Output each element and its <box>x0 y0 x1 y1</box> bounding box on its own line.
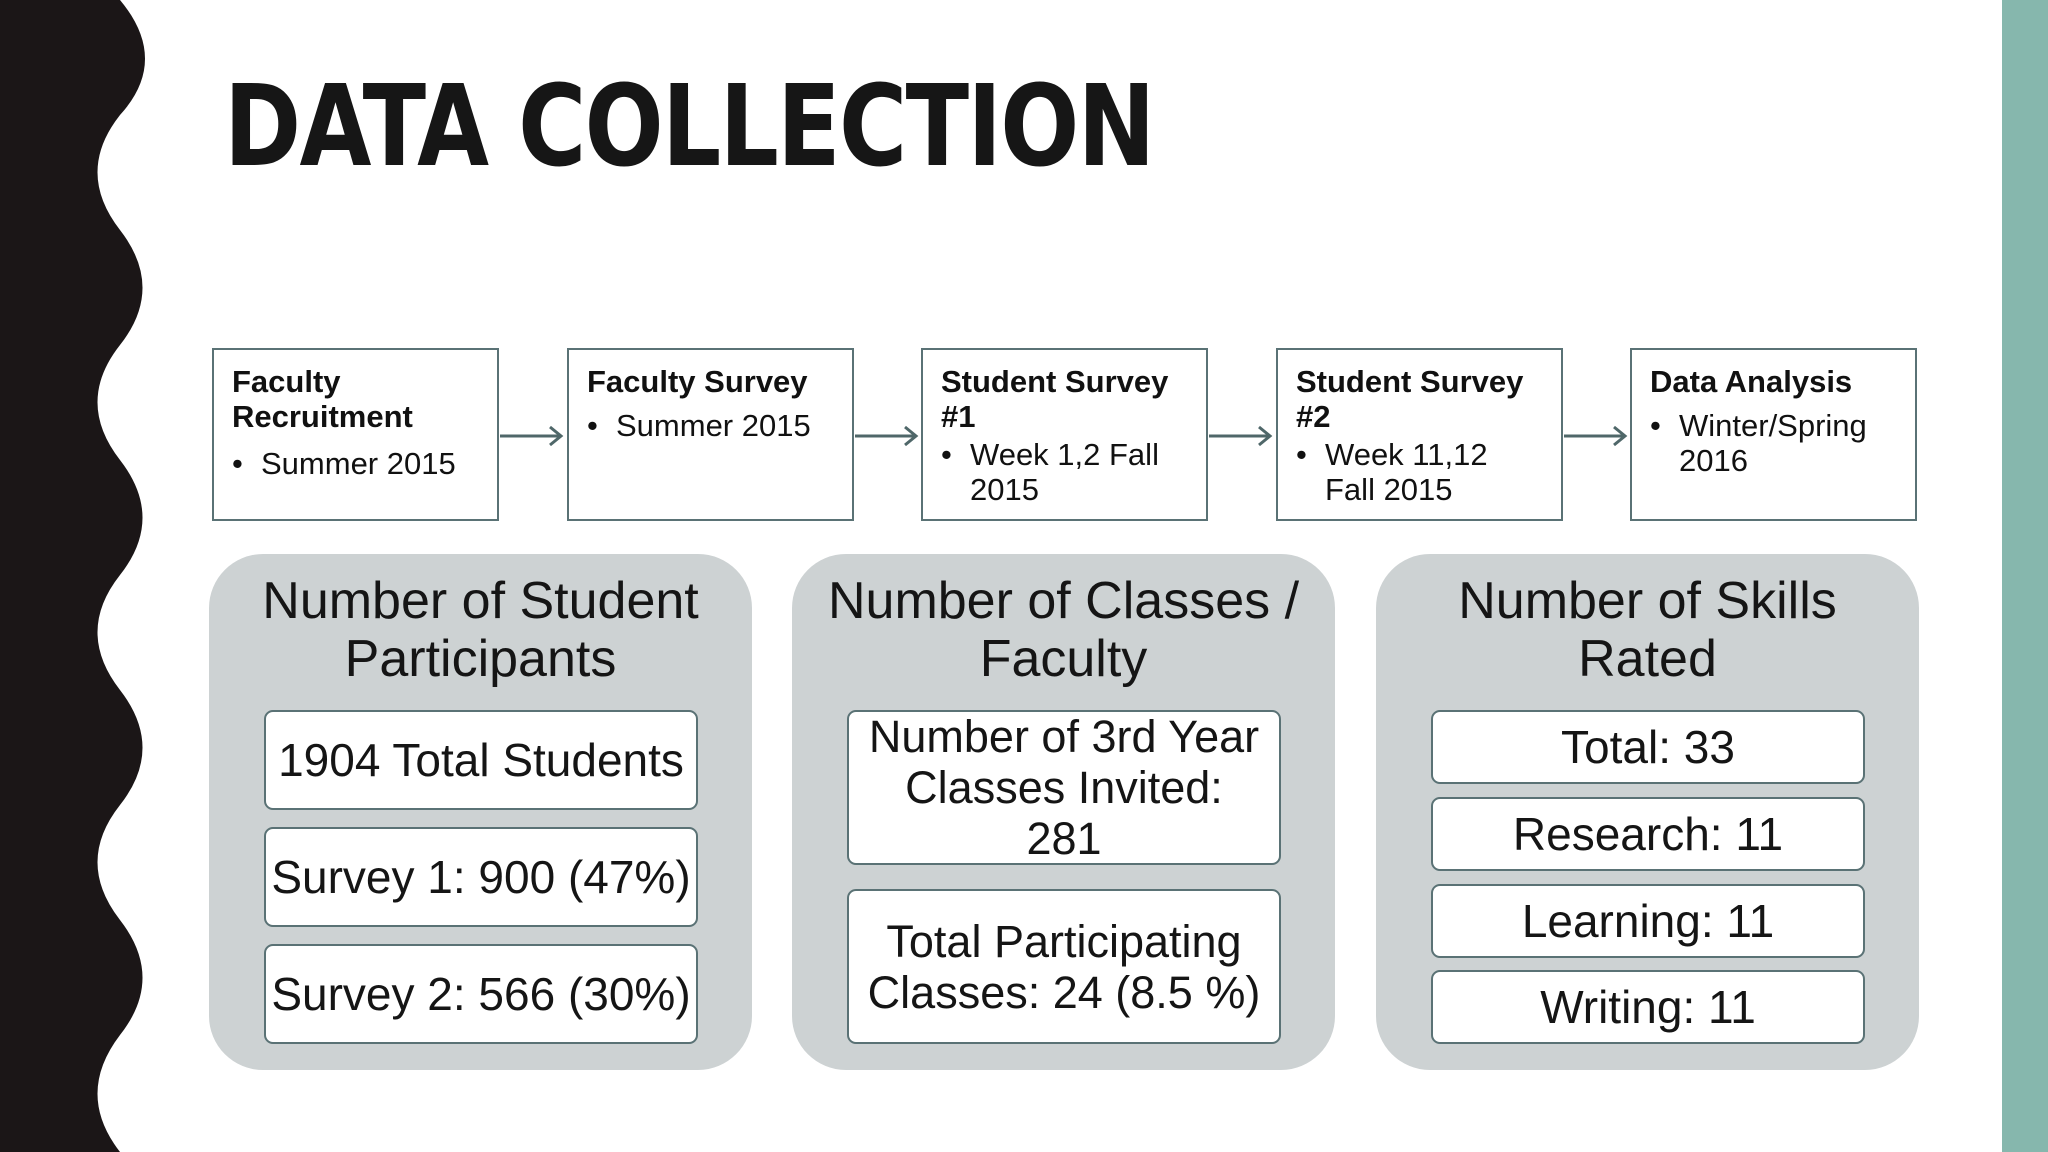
process-step-bullet <box>1650 408 1899 478</box>
stat-card: Total: 33 <box>1431 710 1865 784</box>
slide-title: DATA COLLECTION <box>224 62 1154 192</box>
arrow-right-icon <box>1209 425 1275 447</box>
process-step-title: Student Survey #1 <box>941 364 1169 434</box>
stat-card: Research: 11 <box>1431 797 1865 871</box>
bullet-icon: • <box>1650 408 1661 443</box>
stat-card: Learning: 11 <box>1431 884 1865 958</box>
process-step-faculty-survey <box>567 348 854 521</box>
panel-heading: Number of Student Participants <box>262 572 699 688</box>
process-step-faculty-recruitment <box>212 348 499 521</box>
stat-card: Survey 2: 566 (30%) <box>264 944 698 1044</box>
panel-skills-rated <box>1376 554 1919 1070</box>
process-step-title: Data Analysis <box>1650 364 1853 399</box>
process-step-data-analysis <box>1630 348 1917 521</box>
panel-student-participants <box>209 554 752 1070</box>
process-step-bullet-text: Summer 2015 <box>616 408 811 443</box>
wavy-left-border <box>0 0 160 1152</box>
stat-card: Total Participating Classes: 24 (8.5 %) <box>847 889 1281 1044</box>
process-step-title: Student Survey #2 <box>1296 364 1524 434</box>
stat-card: Number of 3rd Year Classes Invited: 281 <box>847 710 1281 865</box>
panel-heading: Number of Classes / Faculty <box>827 572 1300 688</box>
arrow-right-icon <box>855 425 921 447</box>
stat-card: 1904 Total Students <box>264 710 698 810</box>
bullet-icon: • <box>941 437 952 472</box>
accent-right-bar <box>2002 0 2048 1152</box>
process-step-student-survey-2 <box>1276 348 1563 521</box>
arrow-right-icon <box>500 425 566 447</box>
stat-card: Writing: 11 <box>1431 970 1865 1044</box>
process-step-bullet-text: Week 1,2 Fall 2015 <box>970 437 1159 507</box>
process-step-student-survey-1 <box>921 348 1208 521</box>
bullet-icon: • <box>1296 437 1307 472</box>
stat-card: Survey 1: 900 (47%) <box>264 827 698 927</box>
arrow-right-icon <box>1564 425 1630 447</box>
panel-classes-faculty <box>792 554 1335 1070</box>
bullet-icon: • <box>587 408 598 443</box>
process-step-bullet <box>587 408 836 443</box>
process-step-bullet <box>941 437 1190 507</box>
process-step-bullet-text: Week 11,12 Fall 2015 <box>1325 437 1488 507</box>
process-step-bullet <box>232 446 481 481</box>
process-step-bullet-text: Summer 2015 <box>261 446 456 481</box>
process-step-bullet <box>1296 437 1545 507</box>
process-step-title: Faculty Survey <box>587 364 808 399</box>
process-step-bullet-text: Winter/Spring 2016 <box>1679 408 1867 478</box>
bullet-icon: • <box>232 446 243 481</box>
panel-heading: Number of Skills Rated <box>1458 572 1837 688</box>
process-step-title: Faculty Recruitment <box>232 364 413 434</box>
